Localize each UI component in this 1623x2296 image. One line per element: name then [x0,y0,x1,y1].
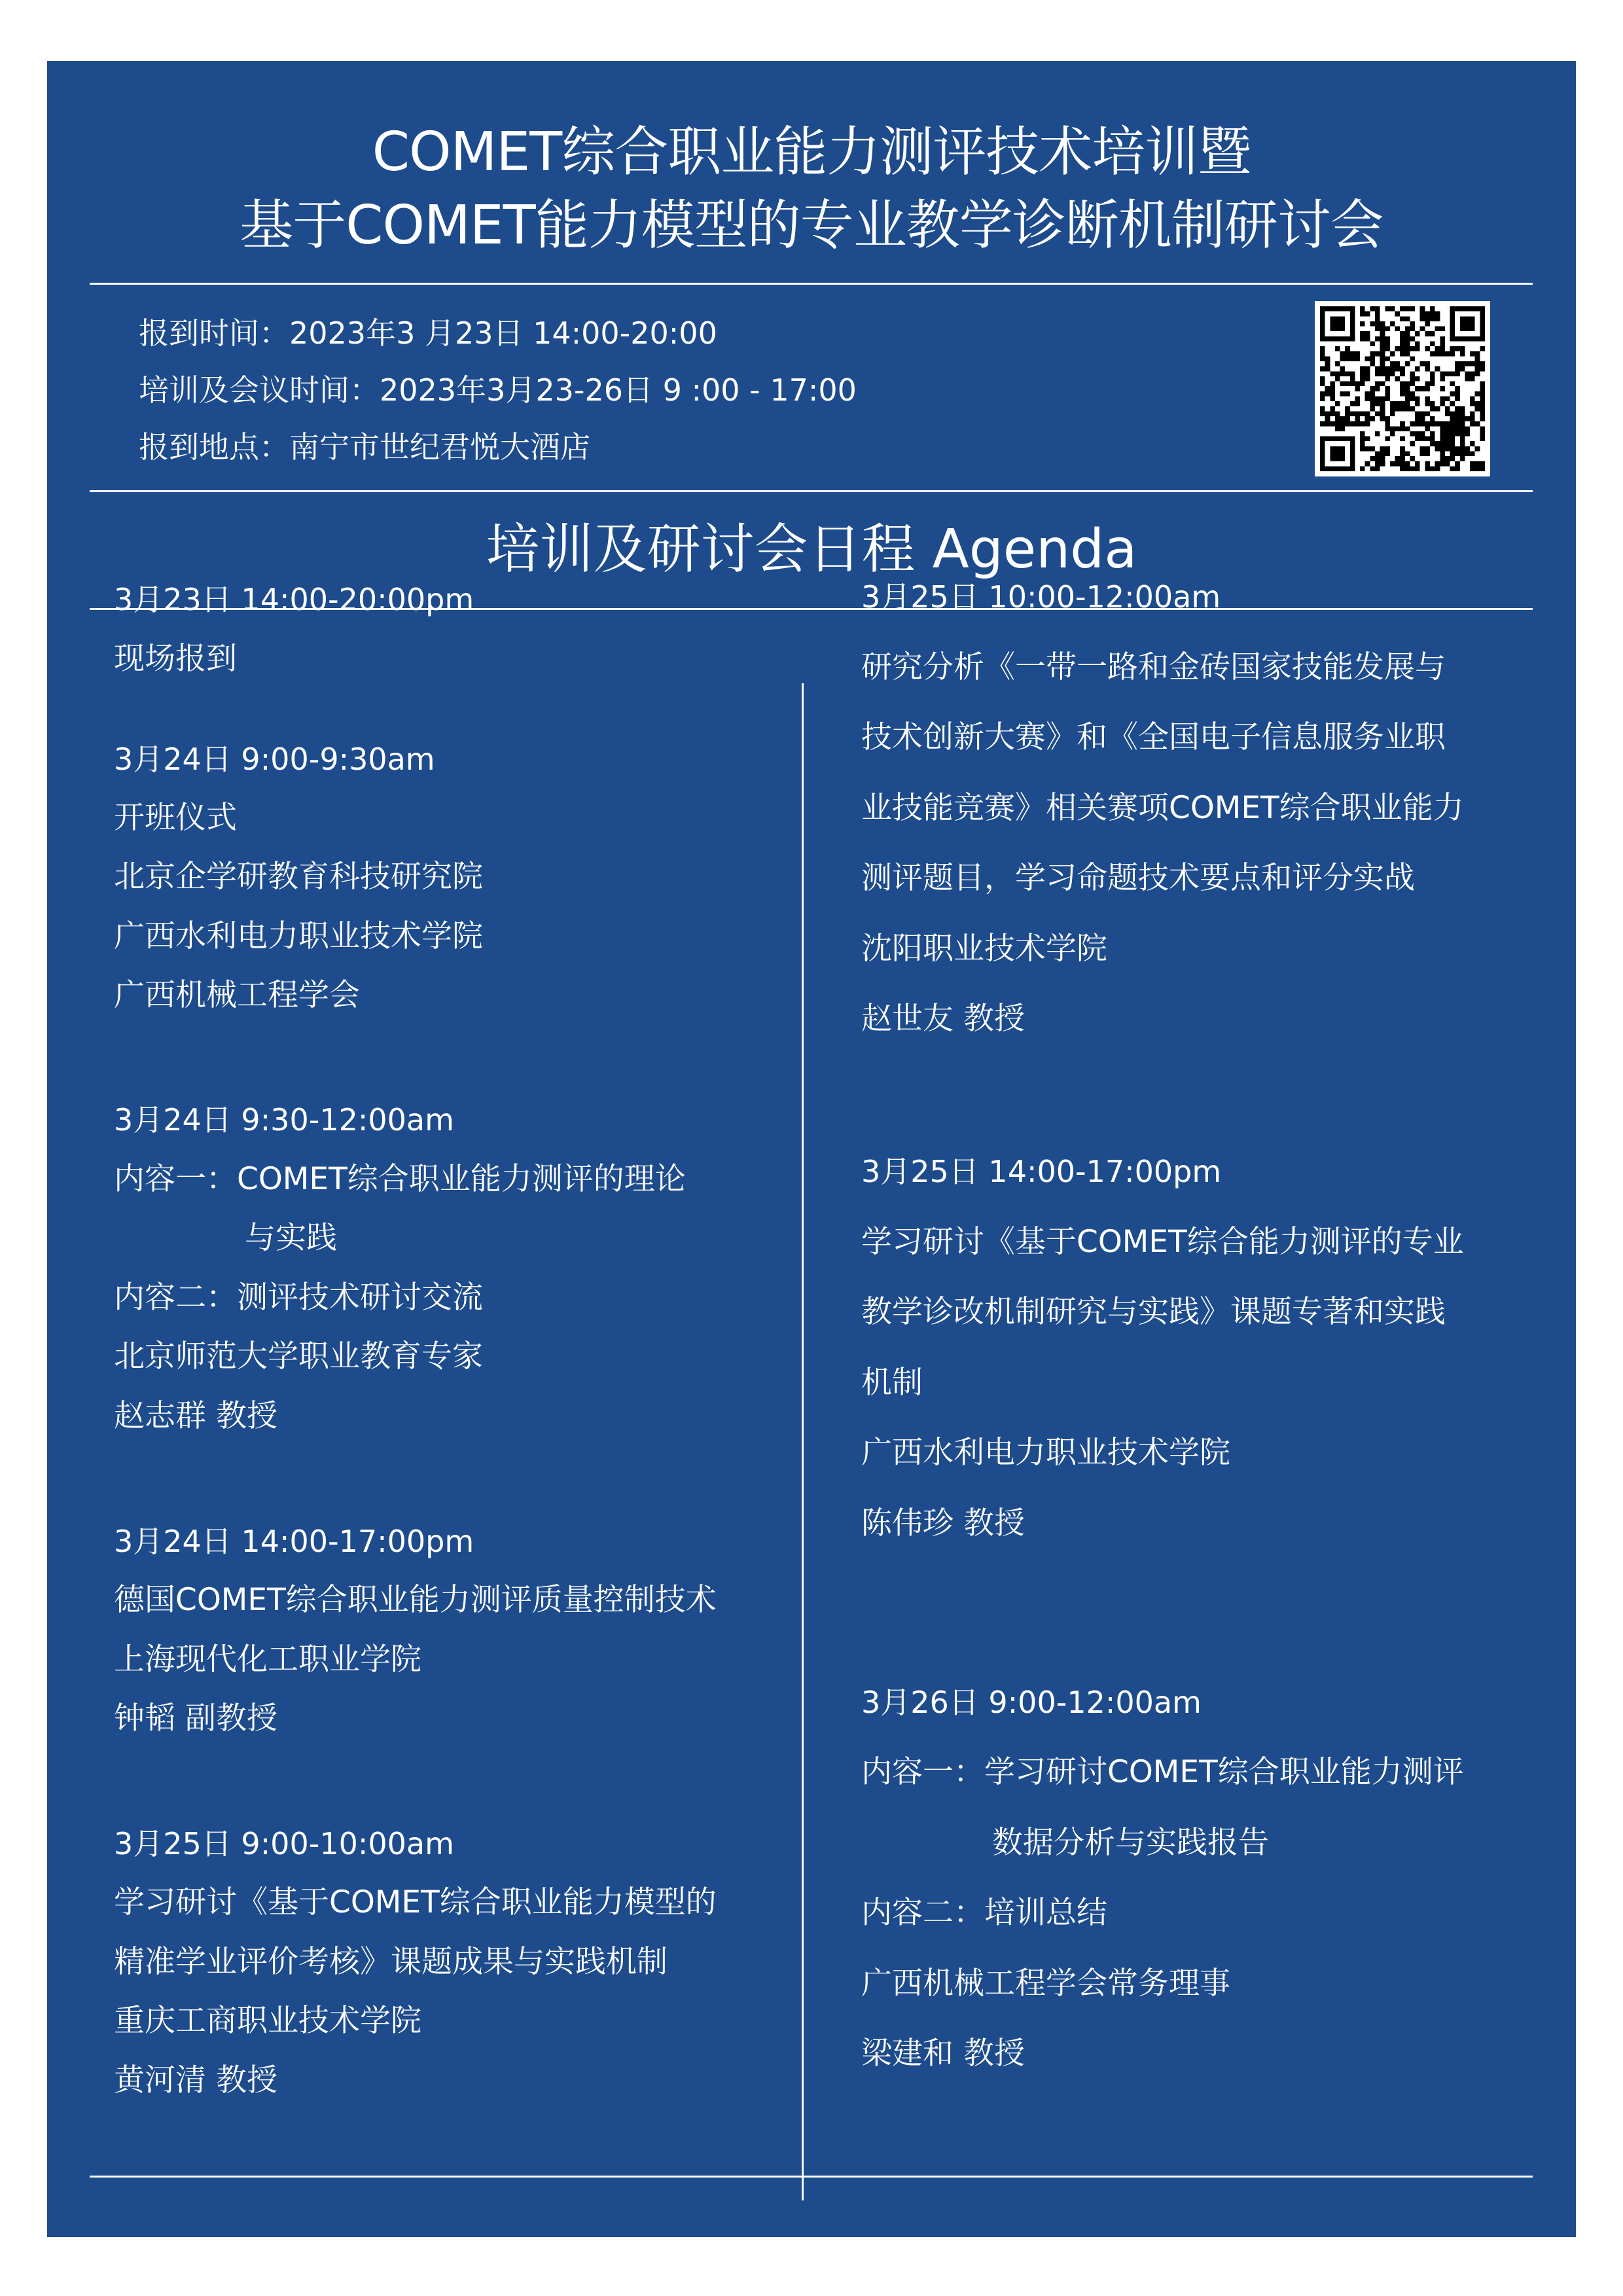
session-time: 3月24日 14:00-17:00pm [114,1524,474,1559]
session-detail: 北京师范大学职业教育专家 [114,1338,483,1374]
session-detail: 钟韬 副教授 [114,1700,277,1736]
session-detail: 黄河清 教授 [114,2062,277,2098]
session-detail: 广西水利电力职业技术学院 [114,918,483,954]
column-divider [802,683,804,2200]
session-detail: 现场报到 [114,641,237,677]
session-detail: 德国COMET综合职业能力测评质量控制技术 [114,1582,717,1618]
session-time: 3月23日 14:00-20:00pm [114,582,474,617]
session-detail: 精准学业评价考核》课题成果与实践机制 [114,1944,668,1980]
session-detail: 学习研讨《基于COMET综合能力测评的专业 [861,1224,1464,1260]
title-line-1: COMET综合职业能力测评技术培训暨 [372,121,1251,183]
meeting-time: 培训及会议时间：2023年3月23-26日 9 :00 - 17:00 [139,372,857,408]
divider-top [90,283,1533,285]
session-detail: 赵志群 教授 [114,1398,277,1434]
session-detail: 学习研讨《基于COMET综合职业能力模型的 [114,1884,717,1920]
session-detail: 广西机械工程学会常务理事 [861,1965,1230,2001]
session-time: 3月24日 9:30-12:00am [114,1102,454,1138]
session-detail: 教学诊改机制研究与实践》课题专著和实践 [861,1294,1446,1330]
session-detail: 与实践 [245,1220,337,1256]
session-detail: 业技能竞赛》相关赛项COMET综合职业能力 [861,790,1464,826]
session-detail: 梁建和 教授 [861,2036,1025,2072]
session-detail: 机制 [861,1365,923,1401]
session-detail: 测评题目，学习命题技术要点和评分实战 [861,860,1415,896]
session-detail: 陈伟珍 教授 [861,1505,1025,1541]
divider-bottom [90,2176,1533,2178]
session-time: 3月25日 10:00-12:00am [861,579,1221,615]
session-detail: 技术创新大赛》和《全国电子信息服务业职 [861,719,1446,755]
session-time: 3月24日 9:00-9:30am [114,742,435,777]
divider-middle [90,490,1533,492]
qr-code-icon[interactable] [1315,301,1490,476]
session-detail: 内容一：COMET综合职业能力测评的理论 [114,1161,686,1197]
title-line-2: 基于COMET能力模型的专业教学诊断机制研讨会 [240,194,1383,257]
session-detail: 重庆工商职业技术学院 [114,2003,421,2039]
session-detail: 广西水利电力职业技术学院 [861,1435,1230,1471]
session-time: 3月25日 9:00-10:00am [114,1826,454,1861]
session-detail: 内容二：测评技术研讨交流 [114,1280,483,1316]
qr-code-graphic [1320,306,1485,471]
location: 报到地点：南宁市世纪君悦大酒店 [139,429,590,465]
session-detail: 广西机械工程学会 [114,977,360,1013]
session-detail: 北京企学研教育科技研究院 [114,859,483,895]
session-time: 3月25日 14:00-17:00pm [861,1154,1222,1189]
agenda-title: 培训及研讨会日程 Agenda [486,518,1137,581]
registration-time: 报到时间：2023年3 月23日 14:00-20:00 [139,315,717,351]
session-detail: 沈阳职业技术学院 [861,931,1107,967]
session-detail: 赵世友 教授 [861,1001,1025,1037]
session-detail: 研究分析《一带一路和金砖国家技能发展与 [861,649,1446,685]
session-detail: 内容一：学习研讨COMET综合职业能力测评 [861,1754,1464,1790]
session-detail: 开班仪式 [114,800,237,836]
session-detail: 上海现代化工职业学院 [114,1641,421,1677]
poster-panel [47,61,1576,2237]
session-detail: 内容二：培训总结 [861,1895,1107,1931]
session-detail: 数据分析与实践报告 [992,1825,1269,1861]
session-time: 3月26日 9:00-12:00am [861,1685,1202,1720]
